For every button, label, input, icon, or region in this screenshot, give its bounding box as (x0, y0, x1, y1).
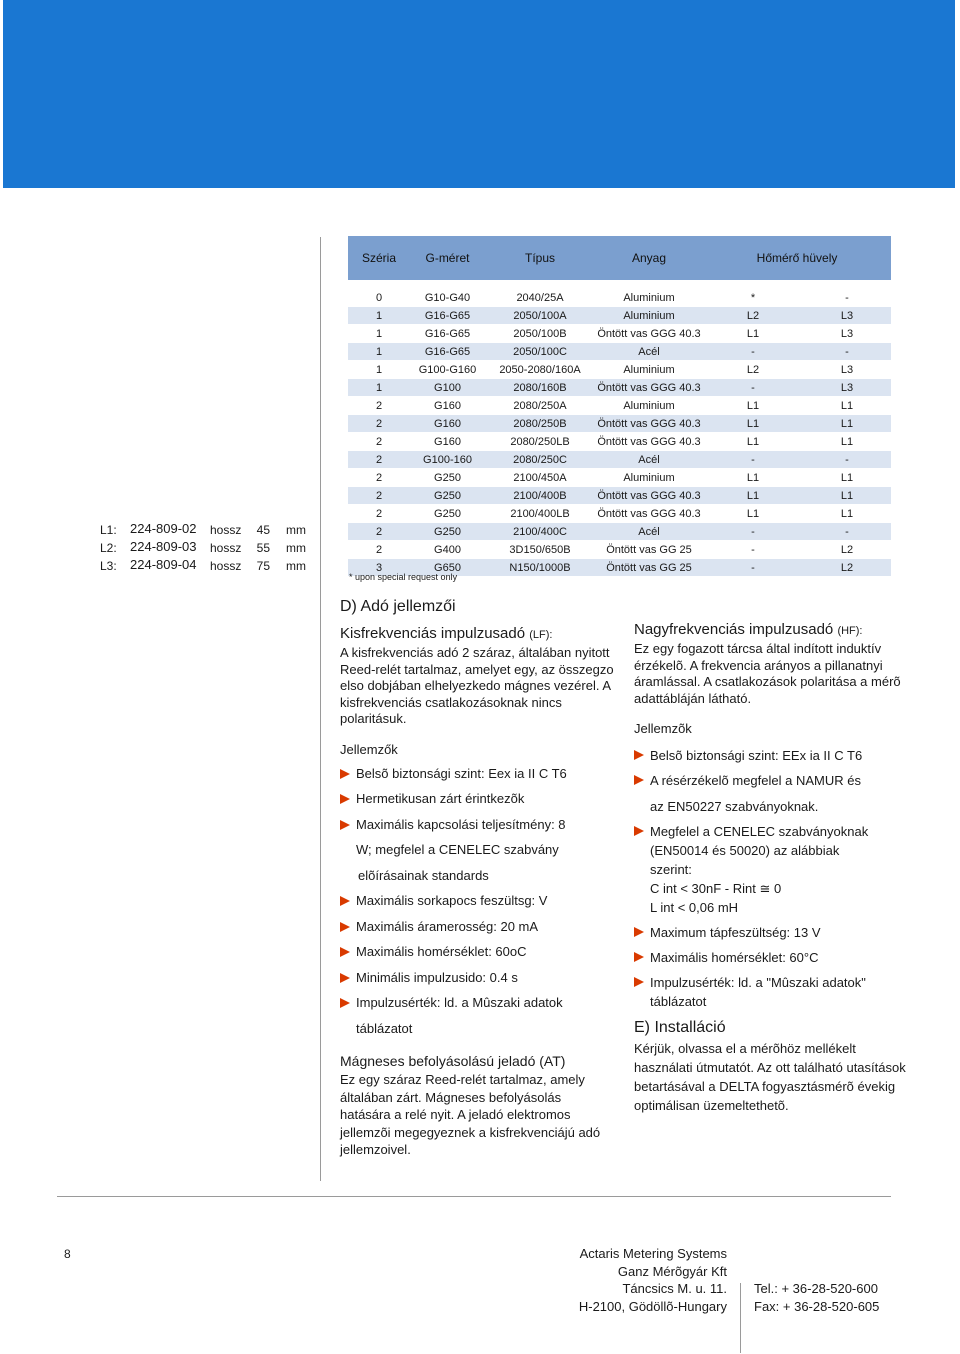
table-cell: 2050-2080/160A (485, 361, 595, 379)
fax-number: Fax: + 36-28-520-605 (754, 1298, 880, 1314)
table-cell: Acél (595, 343, 703, 361)
header-series: Széria (348, 236, 410, 280)
triangle-bullet-icon (634, 977, 644, 987)
feature-item: Hermetikusan zárt érintkezõk (340, 786, 615, 812)
table-cell: 2040/25A (485, 289, 595, 307)
length-note: L3: 224-809-04 hossz 75 mm (100, 557, 306, 573)
table-row (348, 541, 891, 559)
table-cell: G250 (410, 505, 485, 523)
triangle-bullet-icon (340, 998, 350, 1008)
table-cell: L2 (703, 307, 803, 325)
table-cell: L1 (703, 487, 803, 505)
header-type: Típus (485, 236, 595, 280)
table-cell: G160 (410, 397, 485, 415)
table-cell: Aluminium (595, 469, 703, 487)
table-cell: - (803, 343, 891, 361)
triangle-bullet-icon (340, 973, 350, 983)
feature-item: Maximális homérséklet: 60°C (634, 948, 909, 967)
feature-item: Impulzusérték: ld. a Mûszaki adatok (340, 990, 615, 1016)
table-cell: 2 (348, 469, 410, 487)
table-cell: G100-160 (410, 451, 485, 469)
table-cell: - (703, 559, 803, 577)
feature-item: Minimális impulzusido: 0.4 s (340, 965, 615, 991)
header-thermowell: Hőmérő hüvely (703, 236, 891, 280)
table-cell: - (703, 451, 803, 469)
table-cell: G16-G65 (410, 325, 485, 343)
table-cell: 2050/100C (485, 343, 595, 361)
section-title-e: E) Installáció (634, 1019, 726, 1036)
table-cell: 2 (348, 415, 410, 433)
hf-features-label: Jellemzõk (634, 721, 692, 736)
table-cell: - (703, 541, 803, 559)
table-cell: 1 (348, 307, 410, 325)
triangle-bullet-icon (340, 769, 350, 779)
table-cell: L3 (803, 325, 891, 343)
triangle-bullet-icon (634, 826, 644, 836)
table-cell: 2100/400LB (485, 505, 595, 523)
table-cell: 2 (348, 397, 410, 415)
table-cell: - (703, 523, 803, 541)
feature-item: W; megfelel a CENELEC szabvány (356, 842, 559, 857)
hf-feature-list (634, 746, 909, 1011)
table-cell: Öntött vas GGG 40.3 (595, 325, 703, 343)
company-address (487, 1245, 727, 1315)
table-cell: 2100/400B (485, 487, 595, 505)
footer-divider (57, 1196, 891, 1197)
table-cell: G16-G65 (410, 307, 485, 325)
feature-item: Belsõ biztonsági szint: EEx ia II C T6 (634, 746, 909, 765)
table-cell: G100 (410, 379, 485, 397)
sensor-length-notes (100, 521, 306, 575)
lf-description: A kisfrekvenciás adó 2 száraz, általában nyitott Reed-relét tartalmaz, amelyet egy, az összegzo elso dobjában elhelyezkedo mágnes vezérel. A kisfrekvenciás csatlakozásoknak nincs polaritásuk. (340, 645, 614, 726)
table-cell: L2 (803, 559, 891, 577)
table-cell: G250 (410, 487, 485, 505)
triangle-bullet-icon (634, 952, 644, 962)
table-cell: G100-G160 (410, 361, 485, 379)
table-row (348, 379, 891, 397)
table-cell: 3 (348, 559, 410, 577)
table-cell: - (703, 343, 803, 361)
feature-item: elõírásainak standards (358, 867, 489, 883)
table-cell: L3 (803, 307, 891, 325)
feature-item: Belsõ biztonsági szint: Eex ia II C T6 (340, 761, 615, 787)
table-row (348, 343, 891, 361)
install-description: Kérjük, olvassa el a mérõhöz mellékelt használati útmutatót. Az ott található utasítások betartásával a DELTA fogyasztásmérõ évekig optimálisan üzemeltethetõ. (634, 1041, 906, 1113)
table-cell: Aluminium (595, 397, 703, 415)
table-cell: 2080/160B (485, 379, 595, 397)
feature-item: A résérzékelõ megfelel a NAMUR és az EN50227 szabványoknak. (634, 771, 909, 816)
table-cell: Aluminium (595, 289, 703, 307)
table-cell: 3D150/650B (485, 541, 595, 559)
length-note: L2: 224-809-03 hossz 55 mm (100, 539, 306, 555)
length-note: L1: 224-809-02 hossz 45 mm (100, 521, 306, 537)
phone-number: Tel.: + 36-28-520-600 (754, 1281, 878, 1296)
table-cell: 2 (348, 505, 410, 523)
feature-item: Impulzusérték: ld. a "Mûszaki adatok" táblázatot (634, 973, 909, 1011)
table-cell: L1 (703, 469, 803, 487)
contact-numbers (754, 1280, 879, 1315)
address-line: Táncsics M. u. 11. (622, 1281, 727, 1296)
table-cell: 2080/250LB (485, 433, 595, 451)
table-cell: L1 (703, 433, 803, 451)
meter-spec-table (348, 236, 891, 577)
triangle-bullet-icon (340, 896, 350, 906)
table-cell: - (703, 379, 803, 397)
table-cell: L1 (703, 397, 803, 415)
table-cell: Aluminium (595, 361, 703, 379)
top-banner (3, 0, 955, 188)
table-row (348, 289, 891, 307)
at-title: Mágneses befolyásolású jeladó (AT) (340, 1053, 566, 1069)
table-row (348, 505, 891, 523)
table-cell: 0 (348, 289, 410, 307)
table-cell: 2050/100B (485, 325, 595, 343)
table-cell: Öntött vas GGG 40.3 (595, 433, 703, 451)
table-row (348, 487, 891, 505)
table-cell: 2 (348, 487, 410, 505)
table-cell: L1 (803, 433, 891, 451)
table-cell: - (803, 451, 891, 469)
table-cell: Acél (595, 523, 703, 541)
table-cell: 2100/400C (485, 523, 595, 541)
table-row (348, 307, 891, 325)
table-footnote: * upon special request only (349, 572, 458, 582)
table-cell: - (803, 523, 891, 541)
table-body (348, 280, 891, 577)
table-cell: G10-G40 (410, 289, 485, 307)
triangle-bullet-icon (340, 947, 350, 957)
table-cell: L1 (703, 415, 803, 433)
table-cell: G250 (410, 523, 485, 541)
table-cell: L2 (803, 541, 891, 559)
table-cell: L2 (703, 361, 803, 379)
footer-vertical-divider (740, 1283, 741, 1353)
table-cell: G250 (410, 469, 485, 487)
feature-item: Maximális homérséklet: 60oC (340, 939, 615, 965)
feature-item: Maximális sorkapocs feszültsg: V (340, 888, 615, 914)
table-cell: * (703, 289, 803, 307)
table-cell: G400 (410, 541, 485, 559)
table-cell: 2 (348, 523, 410, 541)
table-cell: 1 (348, 379, 410, 397)
table-cell: L1 (803, 505, 891, 523)
table-row (348, 361, 891, 379)
table-cell: 2 (348, 451, 410, 469)
table-cell: G160 (410, 415, 485, 433)
table-row (348, 325, 891, 343)
table-cell: 2 (348, 541, 410, 559)
page-number: 8 (64, 1247, 71, 1261)
triangle-bullet-icon (340, 922, 350, 932)
table-cell: L1 (703, 505, 803, 523)
table-cell: 2100/450A (485, 469, 595, 487)
table-cell: Aluminium (595, 307, 703, 325)
triangle-bullet-icon (634, 750, 644, 760)
table-cell: Öntött vas GG 25 (595, 541, 703, 559)
table-cell: G16-G65 (410, 343, 485, 361)
table-row (348, 523, 891, 541)
address-line: Actaris Metering Systems (579, 1246, 727, 1261)
hf-title: Nagyfrekvenciás impulzusadó (HF): (634, 621, 863, 638)
feature-item: Megfelel a CENELEC szabványoknak (EN50014 és 50020) az alábbiak szerint: C int < 30nF - Rint ≅ 0 L int < 0,06 mH (634, 822, 909, 917)
right-column (634, 620, 909, 1115)
table-cell: L1 (803, 487, 891, 505)
vertical-divider (320, 237, 321, 1181)
feature-item: Maximum tápfeszültség: 13 V (634, 923, 909, 942)
triangle-bullet-icon (634, 927, 644, 937)
feature-item: Maximális áramerosség: 20 mA (340, 914, 615, 940)
header-material: Anyag (595, 236, 703, 280)
table-row (348, 433, 891, 451)
table-cell: Öntött vas GGG 40.3 (595, 487, 703, 505)
table-cell: 1 (348, 325, 410, 343)
table-header-row (348, 236, 891, 280)
table-cell: 1 (348, 361, 410, 379)
address-line: Ganz Mérõgyár Kft (617, 1263, 727, 1279)
table-cell: Öntött vas GGG 40.3 (595, 415, 703, 433)
table-cell: 2 (348, 433, 410, 451)
table-cell: 2080/250C (485, 451, 595, 469)
hf-description: Ez egy fogazott tárcsa által indított induktív érzékelõ. A frekvencia arányos a pillanatnyi áramlással. A csatlakozások polaritása a mérõ adattábláján látható. (634, 641, 901, 706)
table-cell: Öntött vas GGG 40.3 (595, 379, 703, 397)
lf-feature-list (340, 761, 615, 1042)
header-g-size: G-méret (410, 236, 485, 280)
table-cell: Acél (595, 451, 703, 469)
table-cell: - (803, 289, 891, 307)
table-cell: N150/1000B (485, 559, 595, 577)
address-line: H-2100, Gödöllõ-Hungary (578, 1298, 727, 1314)
lf-title: Kisfrekvenciás impulzusadó (LF): (340, 625, 553, 642)
at-description: Ez egy száraz Reed-relét tartalmaz, amely általában zárt. Mágneses befolyásolás hatására a relé nyit. A jeladó elektromos jellemzõi megegyeznek a kisfrekvenciájú adó jellemzoivel. (340, 1072, 601, 1157)
table-cell: L1 (803, 469, 891, 487)
table-row (348, 397, 891, 415)
triangle-bullet-icon (634, 775, 644, 785)
triangle-bullet-icon (340, 820, 350, 830)
table-cell: 1 (348, 343, 410, 361)
left-column (340, 596, 615, 1159)
section-title-d: D) Adó jellemzői (340, 598, 456, 615)
table-cell: L3 (803, 361, 891, 379)
table-cell: 2050/100A (485, 307, 595, 325)
table-spacer (348, 280, 891, 289)
feature-item: Maximális kapcsolási teljesítmény: 8 (340, 812, 615, 838)
table-cell: G650 (410, 559, 485, 577)
table-cell: 2080/250A (485, 397, 595, 415)
table-cell: L3 (803, 379, 891, 397)
triangle-bullet-icon (340, 794, 350, 804)
table-row (348, 469, 891, 487)
table-cell: L1 (703, 325, 803, 343)
table-cell: Öntött vas GG 25 (595, 559, 703, 577)
lf-features-label: Jellemzők (340, 741, 398, 757)
feature-item: táblázatot (356, 1020, 413, 1036)
table-row (348, 415, 891, 433)
table-cell: Öntött vas GGG 40.3 (595, 505, 703, 523)
table-cell: L1 (803, 415, 891, 433)
table-cell: G160 (410, 433, 485, 451)
table-row (348, 451, 891, 469)
table-cell: L1 (803, 397, 891, 415)
table-cell: 2080/250B (485, 415, 595, 433)
